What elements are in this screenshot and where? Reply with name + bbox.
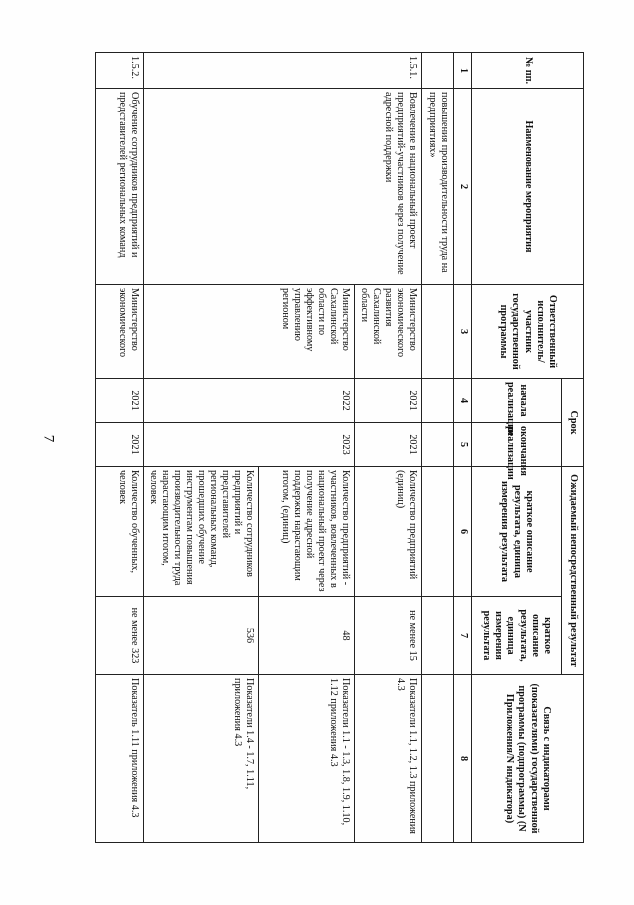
row-value: 536 <box>143 597 258 675</box>
row-value: не менее 15 <box>354 597 421 675</box>
header-start: начала реализации <box>472 379 562 423</box>
numbering-cell: 8 <box>454 675 472 843</box>
header-end: окончания реализации <box>472 423 562 467</box>
header-result: Ожидаемый непосредственный результат <box>562 467 584 675</box>
row-end: 2023 <box>143 423 354 467</box>
numbering-cell: 1 <box>454 53 472 89</box>
numbering-cell: 4 <box>454 379 472 423</box>
header-row-1 <box>562 53 584 843</box>
header-link: Связь с индикаторами (показателями) государственной программы (подпрограммы) (N Приложения/N индикатора) <box>472 675 584 843</box>
row-end: 2021 <box>95 423 143 467</box>
measures-table <box>95 52 584 843</box>
row-link: Показатели 1.4 - 1.7, 1.11, приложения 4.3 <box>143 675 258 843</box>
row-num: 1.5.2. <box>95 53 143 89</box>
numbering-row <box>454 53 472 843</box>
row-end: 2021 <box>354 423 421 467</box>
table-row <box>95 53 143 843</box>
row-executor: Министерство экономического <box>95 285 143 379</box>
continuation-text: повышения производительности труда на предприятиях» <box>422 89 454 285</box>
table-row <box>354 53 421 843</box>
header-srok: Срок <box>562 379 584 467</box>
row-desc: Количество сотрудников предприятий и представителей региональных команд, прошедших обучение инструментам повышения производительности труда нарастающим итогом, человек <box>143 467 258 597</box>
numbering-cell: 3 <box>454 285 472 379</box>
numbering-cell: 7 <box>454 597 472 675</box>
header-executor: Ответственный исполнитель/участник государственной программы <box>472 285 584 379</box>
row-value: 48 <box>258 597 354 675</box>
row-num: 1.5.1. <box>143 53 421 89</box>
header-num: № пп. <box>472 53 584 89</box>
row-executor: Министерство экономического развития Сахалинской области <box>354 285 421 379</box>
header-desc: краткое описание результата, единица измерения результата <box>472 467 562 597</box>
row-name: Обучение сотрудников предприятий и представителей региональных команд <box>95 89 143 285</box>
page-number: 7 <box>40 434 57 443</box>
continuation-row <box>422 53 454 843</box>
rotated-table-container <box>104 52 584 842</box>
row-desc: Количество обученных, человек <box>95 467 143 597</box>
numbering-cell: 2 <box>454 89 472 285</box>
row-start: 2022 <box>143 379 354 423</box>
row-link: Показатели 1.1, 1.2, 1.3 приложения 4.3 <box>354 675 421 843</box>
row-name: Вовлечение в национальный проект предприятий-участников через получение адресной поддержки <box>143 89 421 285</box>
row-link: Показатель 1.11 приложения 4.3 <box>95 675 143 843</box>
row-executor: Министерство Сахалинской области по эффективному управлению регионом <box>143 285 354 379</box>
row-start: 2021 <box>95 379 143 423</box>
row-value: не менее 323 <box>95 597 143 675</box>
row-start: 2021 <box>354 379 421 423</box>
header-name: Наименование мероприятия <box>472 89 584 285</box>
row-desc: Количество предприятий - участников, вовлеченных в национальный проект через получение адресной поддержки нарастающим итогом, (единиц) <box>258 467 354 597</box>
numbering-cell: 6 <box>454 467 472 597</box>
numbering-cell: 5 <box>454 423 472 467</box>
header-value: краткое описание результата, единица измерения результата <box>472 597 562 675</box>
row-link: Показатели 1.1 - 1.3, 1.8, 1.9, 1.10, 1.12 приложения 4.3 <box>258 675 354 843</box>
row-desc: Количество предприятий (единиц) <box>354 467 421 597</box>
